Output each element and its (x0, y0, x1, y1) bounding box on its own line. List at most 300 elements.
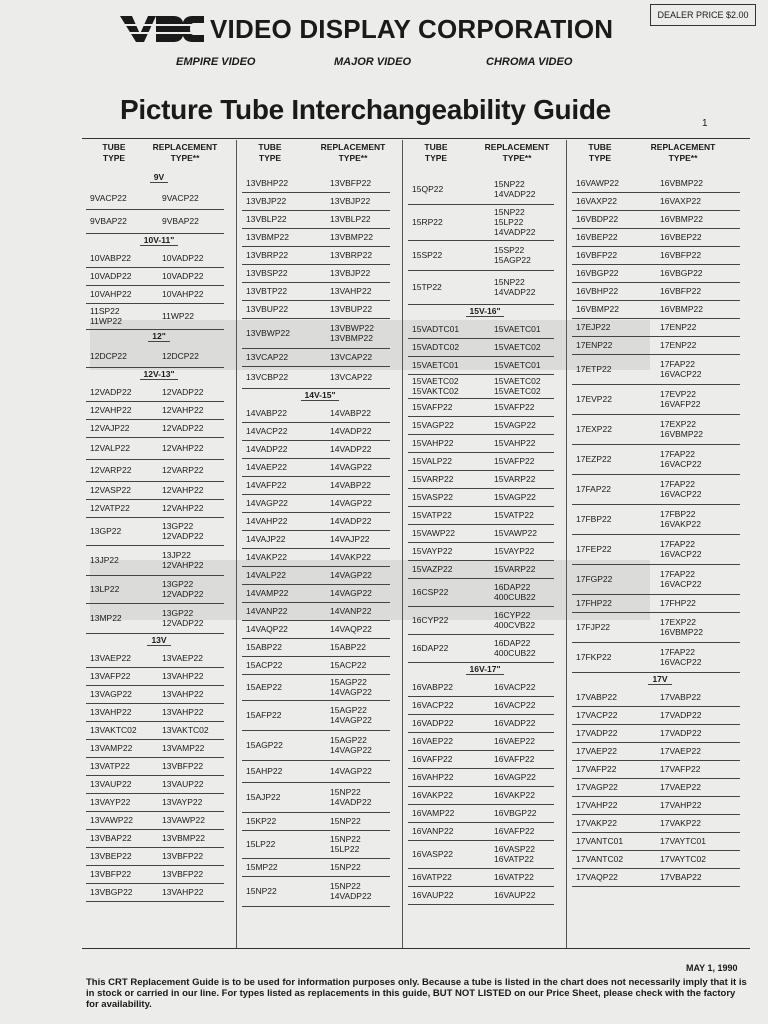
table-row (242, 782, 390, 813)
tube-type-cell: 13VBFP22 (90, 869, 132, 879)
table-column (86, 142, 232, 948)
replacement-type-cell: 13VAHP22 (162, 689, 204, 699)
table-row (408, 470, 554, 489)
replacement-type-cell: 17FAP22 16VACP22 (660, 539, 702, 559)
size-section-label: 12" (86, 331, 232, 341)
table-row (572, 796, 740, 815)
replacement-type-cell: 12DCP22 (162, 351, 199, 361)
table-row (408, 398, 554, 417)
table-row (86, 703, 224, 722)
table-row (408, 270, 554, 305)
tube-type-cell: 15VADTC01 (412, 324, 460, 334)
tube-type-cell: 17VAEP22 (576, 746, 617, 756)
tube-type-cell: 14VAMP22 (246, 588, 289, 598)
tube-type-cell: 16VAKP22 (412, 790, 453, 800)
replacement-type-cell: 17FHP22 (660, 598, 696, 608)
table-row (572, 850, 740, 869)
tube-type-cell: 15VATP22 (412, 510, 452, 520)
table-row (408, 840, 554, 869)
replacement-type-cell: 17FAP22 16VACP22 (660, 359, 702, 379)
tube-type-cell: 15MP22 (246, 862, 278, 872)
table-row (572, 742, 740, 761)
replacement-type-cell: 16VBFP22 (660, 286, 702, 296)
table-row (408, 174, 554, 205)
table-row (572, 504, 740, 535)
tube-type-cell: 14VALP22 (246, 570, 287, 580)
tube-type-cell: 13VBTP22 (246, 286, 288, 296)
table-row (86, 757, 224, 776)
replacement-type-cell: 13VAHP22 (330, 286, 372, 296)
table-row (86, 249, 224, 268)
table-row (572, 210, 740, 229)
replacement-type-cell: 16VBGP22 (660, 268, 703, 278)
replacement-type-cell: 16VBMP22 (660, 178, 703, 188)
column-header-replacement-type: REPLACEMENT TYPE** (152, 142, 218, 163)
table-row (86, 667, 224, 686)
table-column (242, 142, 398, 948)
table-row (572, 612, 740, 643)
tube-type-cell: 13VAKTC02 (90, 725, 137, 735)
table-row (242, 700, 390, 731)
tube-type-cell: 16VBHP22 (576, 286, 619, 296)
tube-type-cell: 17EXP22 (576, 424, 612, 434)
table-row (408, 416, 554, 435)
tube-type-cell: 16VBEP22 (576, 232, 618, 242)
table-row (86, 883, 224, 902)
column-divider (402, 140, 403, 948)
size-section-label: 14V-15" (242, 390, 398, 400)
table-row (86, 401, 224, 420)
replacement-type-cell: 16VAXP22 (660, 196, 701, 206)
replacement-type-cell: 16VACP22 (494, 682, 536, 692)
tube-type-cell: 16VASP22 (412, 849, 453, 859)
replacement-type-cell: 13VAHP22 (162, 671, 204, 681)
replacement-type-cell: 12VAHP22 (162, 485, 204, 495)
table-row (408, 434, 554, 453)
replacement-type-cell: 17ENP22 (660, 340, 697, 350)
table-row (242, 366, 390, 389)
tube-type-cell: 17VAGP22 (576, 782, 618, 792)
table-row (86, 775, 224, 794)
table-row (242, 476, 390, 495)
replacement-type-cell: 17FBP22 16VAKP22 (660, 509, 701, 529)
table-row (86, 459, 224, 482)
table-row (86, 721, 224, 740)
table-row (242, 228, 390, 247)
table-row (408, 768, 554, 787)
replacement-type-cell: 13GP22 12VADP22 (162, 608, 204, 628)
table-row (572, 414, 740, 445)
tube-type-cell: 14VAGP22 (246, 498, 288, 508)
replacement-type-cell: 13VAHP22 (162, 887, 204, 897)
table-row (86, 267, 224, 286)
replacement-type-cell: 17EXP22 16VBMP22 (660, 617, 703, 637)
tube-type-cell: 12VADP22 (90, 387, 132, 397)
tube-type-cell: 17FJP22 (576, 622, 611, 632)
table-row (572, 384, 740, 415)
tube-type-cell: 14VACP22 (246, 426, 288, 436)
tube-type-cell: 17VANTC02 (576, 854, 624, 864)
column-header-replacement-type: REPLACEMENT TYPE** (320, 142, 386, 163)
table-row (242, 264, 390, 283)
replacement-type-cell: 17VAHP22 (660, 800, 702, 810)
table-row (86, 186, 224, 210)
tube-type-cell: 10VABP22 (90, 253, 131, 263)
table-row (86, 603, 224, 634)
tube-type-cell: 17FHP22 (576, 598, 612, 608)
replacement-type-cell: 16VATP22 (494, 872, 534, 882)
replacement-type-cell: 16VAGP22 (494, 772, 536, 782)
table-row (408, 356, 554, 375)
replacement-type-cell: 12VADP22 (162, 387, 204, 397)
tube-type-cell: 17VANTC01 (576, 836, 624, 846)
tube-type-cell: 16VANP22 (412, 826, 454, 836)
replacement-type-cell: 15VAGP22 (494, 492, 536, 502)
table-row (572, 642, 740, 673)
replacement-type-cell: 15VAFP22 (494, 456, 535, 466)
table-row (86, 345, 224, 368)
replacement-type-cell: 16VAKP22 (494, 790, 535, 800)
replacement-type-cell: 16VBFP22 (660, 250, 702, 260)
replacement-type-cell: 14VADP22 (330, 444, 372, 454)
table-row (572, 688, 740, 707)
table-row (572, 564, 740, 595)
replacement-type-cell: 17VADP22 (660, 710, 702, 720)
page-title: Picture Tube Interchangeability Guide (120, 94, 611, 125)
column-header-tube-type: TUBE TYPE (102, 142, 126, 163)
tube-type-cell: 13VCBP22 (246, 372, 289, 382)
replacement-type-cell: 16DAP22 400CUB22 (494, 582, 536, 602)
replacement-type-cell: 15VAHP22 (494, 438, 536, 448)
replacement-type-cell: 10VAHP22 (162, 289, 204, 299)
replacement-type-cell: 14VAJP22 (330, 534, 370, 544)
tube-type-cell: 15KP22 (246, 816, 277, 826)
table-row (408, 240, 554, 271)
tube-type-cell: 15AFP22 (246, 710, 282, 720)
replacement-type-cell: 10VADP22 (162, 271, 204, 281)
tube-type-cell: 11SP22 11WP22 (90, 306, 122, 326)
size-section-label: 9V (86, 172, 232, 182)
replacement-type-cell: 13JP22 12VAHP22 (162, 550, 204, 570)
table-row (572, 778, 740, 797)
tube-type-cell: 15AHP22 (246, 766, 283, 776)
table-row (408, 822, 554, 841)
tube-type-cell: 17VACP22 (576, 710, 618, 720)
table-row (408, 204, 554, 241)
brand-chroma: CHROMA VIDEO (486, 56, 573, 68)
replacement-type-cell: 17EXP22 16VBMP22 (660, 419, 703, 439)
replacement-type-cell: 14VAQP22 (330, 624, 372, 634)
table-row (408, 804, 554, 823)
replacement-type-cell: 14VABP22 (330, 408, 371, 418)
tube-type-cell: 13VCAP22 (246, 352, 289, 362)
tube-type-cell: 15VAFP22 (412, 402, 453, 412)
table-row (572, 706, 740, 725)
replacement-type-cell: 15NP22 14VADP22 (494, 277, 536, 297)
replacement-type-cell: 12VAHP22 (162, 443, 204, 453)
table-row (242, 858, 390, 877)
tube-type-cell: 16VBGP22 (576, 268, 619, 278)
tube-type-cell: 15LP22 (246, 839, 276, 849)
replacement-type-cell: 15NP22 14VADP22 (330, 787, 372, 807)
replacement-type-cell: 15VAETC02 (494, 342, 541, 352)
replacement-type-cell: 11WP22 (162, 311, 194, 321)
tube-type-cell: 15ACP22 (246, 660, 283, 670)
replacement-type-cell: 16VBMP22 (660, 214, 703, 224)
tube-type-cell: 17VAHP22 (576, 800, 618, 810)
replacement-type-cell: 15VARP22 (494, 564, 536, 574)
table-row (408, 452, 554, 471)
tube-type-cell: 15VAETC01 (412, 360, 459, 370)
replacement-type-cell: 13VAMP22 (162, 743, 205, 753)
tube-type-cell: 16VAHP22 (412, 772, 454, 782)
page-number: 1 (702, 118, 708, 129)
replacement-type-cell: 13GP22 12VADP22 (162, 579, 204, 599)
replacement-type-cell: 15VAETC01 (494, 360, 541, 370)
tube-type-cell: 15AGP22 (246, 740, 283, 750)
replacement-type-cell: 17VADP22 (660, 728, 702, 738)
tube-type-cell: 14VADP22 (246, 444, 288, 454)
tube-type-cell: 16CYP22 (412, 615, 449, 625)
table-row (242, 566, 390, 585)
table-row (572, 282, 740, 301)
table-row (408, 338, 554, 357)
tube-type-cell: 17FGP22 (576, 574, 613, 584)
replacement-type-cell: 15ACP22 (330, 660, 367, 670)
tube-type-cell: 14VABP22 (246, 408, 287, 418)
table-row (572, 534, 740, 565)
replacement-type-cell: 15AGP22 14VAGP22 (330, 705, 372, 725)
replacement-type-cell: 14VAGP22 (330, 588, 372, 598)
tube-type-cell: 12VARP22 (90, 465, 132, 475)
tube-type-cell: 16VADP22 (412, 718, 454, 728)
replacement-type-cell: 15NP22 14VADP22 (494, 179, 536, 199)
table-row (408, 634, 554, 663)
table-row (408, 886, 554, 905)
table-row (408, 696, 554, 715)
replacement-type-cell: 17VBAP22 (660, 872, 702, 882)
tube-type-cell: 12VASP22 (90, 485, 131, 495)
brand-empire: EMPIRE VIDEO (176, 56, 256, 68)
table-column (572, 142, 748, 948)
vdc-logo (120, 14, 204, 44)
table-row (86, 793, 224, 812)
table-bottom-rule (82, 948, 750, 949)
tube-type-cell: 15SP22 (412, 250, 443, 260)
table-row (408, 506, 554, 525)
table-row (572, 760, 740, 779)
tube-type-cell: 17VAKP22 (576, 818, 617, 828)
tube-type-cell: 16VBFP22 (576, 250, 618, 260)
replacement-type-cell: 17FAP22 16VACP22 (660, 479, 702, 499)
table-row (572, 336, 740, 355)
tube-type-cell: 17ETP22 (576, 364, 612, 374)
table-row (242, 210, 390, 229)
table-row (242, 300, 390, 319)
tube-type-cell: 12VAHP22 (90, 405, 132, 415)
table-row (408, 868, 554, 887)
tube-type-cell: 17EJP22 (576, 322, 611, 332)
replacement-type-cell: 15ABP22 (330, 642, 366, 652)
tube-type-cell: 14VAEP22 (246, 462, 287, 472)
replacement-type-cell: 15NP22 14VADP22 (330, 881, 372, 901)
tube-type-cell: 12VATP22 (90, 503, 130, 513)
table-row (242, 282, 390, 301)
tube-type-cell: 15NP22 (246, 886, 277, 896)
table-row (408, 578, 554, 607)
replacement-type-cell: 13VBUP22 (330, 304, 373, 314)
tube-type-cell: 17VABP22 (576, 692, 617, 702)
replacement-type-cell: 15VAYP22 (494, 546, 535, 556)
tube-type-cell: 16VACP22 (412, 700, 454, 710)
tube-type-cell: 17FBP22 (576, 514, 612, 524)
tube-type-cell: 12DCP22 (90, 351, 127, 361)
size-section-label: 10V-11" (86, 235, 232, 245)
replacement-type-cell: 14VANP22 (330, 606, 372, 616)
replacement-type-cell: 13VAHP22 (162, 707, 204, 717)
table-row (242, 730, 390, 761)
replacement-type-cell: 13VCAP22 (330, 372, 373, 382)
tube-type-cell: 17EVP22 (576, 394, 612, 404)
replacement-type-cell: 9VBAP22 (162, 216, 199, 226)
tube-type-cell: 17FAP22 (576, 484, 611, 494)
replacement-type-cell: 10VADP22 (162, 253, 204, 263)
tube-type-cell: 14VANP22 (246, 606, 288, 616)
table-row (242, 512, 390, 531)
replacement-type-cell: 15VAGP22 (494, 420, 536, 430)
replacement-type-cell: 17FAP22 16VACP22 (660, 647, 702, 667)
replacement-type-cell: 13VBLP22 (330, 214, 371, 224)
tube-type-cell: 16VBDP22 (576, 214, 619, 224)
table-row (86, 811, 224, 830)
tube-type-cell: 16VATP22 (412, 872, 452, 882)
tube-type-cell: 15AJP22 (246, 792, 281, 802)
brand-major: MAJOR VIDEO (334, 56, 412, 68)
tube-type-cell: 13VBMP22 (246, 232, 289, 242)
tube-type-cell: 16VAMP22 (412, 808, 455, 818)
dealer-price-box: DEALER PRICE $2.00 (650, 4, 756, 26)
tube-type-cell: 13VBSP22 (246, 268, 288, 278)
replacement-type-cell: 15SP22 15AGP22 (494, 245, 531, 265)
replacement-type-cell: 14VADP22 (330, 426, 372, 436)
replacement-type-cell: 14VAKP22 (330, 552, 371, 562)
table-row (242, 638, 390, 657)
table-row (408, 750, 554, 769)
table-row (408, 560, 554, 579)
disclaimer-text: This CRT Replacement Guide is to be used for information purposes only. Because a tube is listed in the chart does not necessarily imply that it is in stock or carried in our line. For types listed as replacements in this guide, BUT NOT LISTED on our Price Sheet, please check with the factory for availability. (86, 977, 747, 1010)
table-row (572, 444, 740, 475)
replacement-type-cell: 13VBJP22 (330, 196, 371, 206)
replacement-type-cell: 13VBFP22 (162, 851, 204, 861)
table-row (408, 524, 554, 543)
column-divider (236, 140, 237, 948)
replacement-type-cell: 13VBMP22 (162, 833, 205, 843)
table-row (242, 440, 390, 459)
tube-type-cell: 13VBLP22 (246, 214, 287, 224)
tube-type-cell: 13VAGP22 (90, 689, 132, 699)
column-header-tube-type: TUBE TYPE (258, 142, 282, 163)
tube-type-cell: 15RP22 (412, 217, 443, 227)
replacement-type-cell: 12VAHP22 (162, 503, 204, 513)
replacement-type-cell: 17VAFP22 (660, 764, 701, 774)
tube-type-cell: 16VBMP22 (576, 304, 619, 314)
table-row (242, 174, 390, 193)
tube-type-cell: 14VAKP22 (246, 552, 287, 562)
table-row (242, 620, 390, 639)
tube-type-cell: 13VBJP22 (246, 196, 287, 206)
tube-type-cell: 16CSP22 (412, 587, 449, 597)
table-row (408, 542, 554, 561)
table-row (572, 192, 740, 211)
table-row (86, 481, 224, 500)
table-row (86, 303, 224, 330)
replacement-type-cell: 14VAGP22 (330, 570, 372, 580)
column-header-replacement-type: REPLACEMENT TYPE** (484, 142, 550, 163)
tube-type-cell: 15ABP22 (246, 642, 282, 652)
tube-type-cell: 13LP22 (90, 584, 120, 594)
replacement-type-cell: 16VBGP22 (494, 808, 537, 818)
tube-type-cell: 17VAFP22 (576, 764, 617, 774)
tube-type-cell: 13VBEP22 (90, 851, 132, 861)
table-row (572, 300, 740, 319)
replacement-type-cell: 17VAYTC01 (660, 836, 706, 846)
table-row (572, 318, 740, 337)
table-row (242, 876, 390, 907)
replacement-type-cell: 13VBWP22 13VBMP22 (330, 323, 374, 343)
table-row (408, 732, 554, 751)
replacement-type-cell: 16DAP22 400CUB22 (494, 638, 536, 658)
tube-type-cell: 13VAWP22 (90, 815, 133, 825)
table-row (572, 354, 740, 385)
replacement-type-cell: 15NP22 15LP22 (330, 834, 361, 854)
tube-type-cell: 14VAFP22 (246, 480, 287, 490)
tube-type-cell: 13VAMP22 (90, 743, 133, 753)
table-row (242, 422, 390, 441)
tube-type-cell: 13MP22 (90, 613, 122, 623)
replacement-type-cell: 13VAEP22 (162, 653, 203, 663)
replacement-type-cell: 15VATP22 (494, 510, 534, 520)
table-row (86, 847, 224, 866)
table-row (86, 865, 224, 884)
replacement-type-cell: 13VBJP22 (330, 268, 371, 278)
tube-type-cell: 15VAZP22 (412, 564, 453, 574)
tube-type-cell: 16VAFP22 (412, 754, 453, 764)
tube-type-cell: 13VAUP22 (90, 779, 132, 789)
replacement-type-cell: 15AGP22 14VAGP22 (330, 735, 372, 755)
replacement-type-cell: 16VAEP22 (494, 736, 535, 746)
tube-type-cell: 16VAUP22 (412, 890, 454, 900)
table-row (242, 760, 390, 783)
tube-type-cell: 17VADP22 (576, 728, 618, 738)
replacement-type-cell: 17VABP22 (660, 692, 701, 702)
replacement-type-cell: 17FAP22 16VACP22 (660, 449, 702, 469)
table-row (242, 192, 390, 211)
table-row (572, 264, 740, 283)
replacement-type-cell: 17VAEP22 (660, 782, 701, 792)
tube-type-cell: 13VBRP22 (246, 250, 289, 260)
tube-type-cell: 15QP22 (412, 184, 444, 194)
replacement-type-cell: 13VCAP22 (330, 352, 373, 362)
table-row (572, 814, 740, 833)
table-row (572, 868, 740, 887)
tube-type-cell: 12VALP22 (90, 443, 131, 453)
tube-type-cell: 13VBWP22 (246, 328, 290, 338)
size-section-label: 16V-17" (408, 664, 562, 674)
replacement-type-cell: 15NP22 (330, 816, 361, 826)
table-row (408, 678, 554, 697)
table-column (408, 142, 562, 948)
table-row (86, 419, 224, 438)
